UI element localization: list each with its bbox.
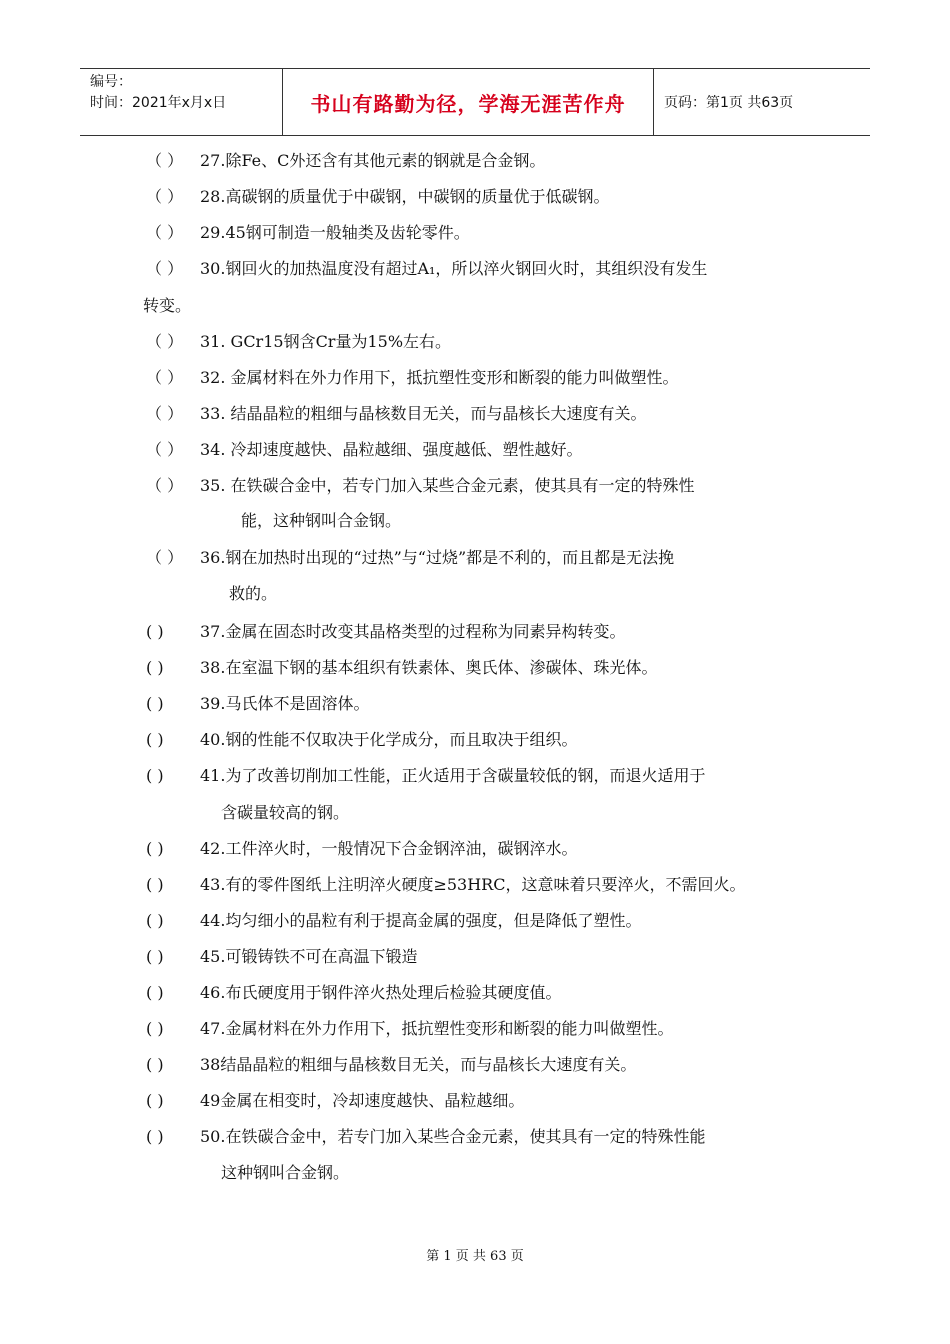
question-item [146, 548, 674, 568]
question-item [146, 440, 583, 460]
question-text: 32. 金属材料在外力作用下，抵抗塑性变形和断裂的能力叫做塑性。 [200, 368, 679, 387]
answer-blank: ( ) [146, 694, 164, 713]
question-text: 31. GCr15钢含Cr量为15%左右。 [200, 332, 452, 351]
answer-blank: ( ) [146, 1091, 164, 1110]
question-text: 35. 在铁碳合金中，若专门加入某些合金元素，使其具有一定的特殊性 [200, 476, 695, 495]
question-text: 38.在室温下钢的基本组织有铁素体、奥氏体、渗碳体、珠光体。 [200, 658, 658, 677]
question-item [146, 332, 451, 352]
question-text: 44.均匀细小的晶粒有利于提高金属的强度，但是降低了塑性。 [200, 911, 642, 930]
answer-blank: （ ） [146, 259, 184, 278]
question-item [146, 223, 470, 243]
answer-blank: ( ) [146, 730, 164, 749]
question-item [146, 1055, 636, 1075]
question-item [146, 1019, 673, 1039]
question-text: 34. 冷却速度越快、晶粒越细、强度越低、塑性越好。 [200, 440, 583, 459]
question-text: 27.除Fe、C外还含有其他元素的钢就是合金钢。 [200, 151, 546, 170]
answer-blank: （ ） [146, 223, 184, 242]
answer-blank: ( ) [146, 658, 164, 677]
question-text: 42.工件淬火时，一般情况下合金钢淬油，碳钢淬水。 [200, 839, 578, 858]
question-item [146, 766, 705, 786]
question-item [146, 839, 577, 859]
answer-blank: ( ) [146, 947, 164, 966]
question-text: 38结晶晶粒的粗细与晶核数目无关，而与晶核长大速度有关。 [200, 1055, 637, 1074]
header-page-info: 页码：第1页 共63页 [664, 95, 794, 111]
page-header [80, 68, 870, 136]
question-item [146, 694, 369, 714]
question-text: 36.钢在加热时出现的“过热”与“过烧”都是不利的，而且都是无法挽 [200, 548, 675, 567]
answer-blank: （ ） [146, 404, 184, 423]
question-item [146, 187, 609, 207]
question-item [146, 259, 707, 279]
answer-blank: （ ） [146, 476, 184, 495]
answer-blank: （ ） [146, 151, 184, 170]
question-item [146, 911, 641, 931]
question-text: 37.金属在固态时改变其晶格类型的过程称为同素异构转变。 [200, 622, 626, 641]
question-item [146, 947, 417, 967]
question-text: 50.在铁碳合金中，若专门加入某些合金元素，使其具有一定的特殊性能 [200, 1127, 706, 1146]
motto-text: 书山有路勤为径，学海无涯苦作舟 [310, 91, 626, 116]
number-label: 编号： [90, 74, 132, 90]
time-label: 时间：2021年x月x日 [90, 95, 227, 111]
question-item [146, 1127, 705, 1147]
question-text: 49金属在相变时，冷却速度越快、晶粒越细。 [200, 1091, 525, 1110]
header-motto-cell [282, 69, 654, 135]
answer-blank: （ ） [146, 440, 184, 459]
answer-blank: （ ） [146, 368, 184, 387]
answer-blank: ( ) [146, 766, 164, 785]
answer-blank: ( ) [146, 622, 164, 641]
answer-blank: ( ) [146, 983, 164, 1002]
question-item [146, 368, 679, 388]
question-text: 47.金属材料在外力作用下，抵抗塑性变形和断裂的能力叫做塑性。 [200, 1019, 674, 1038]
answer-blank: （ ） [146, 187, 184, 206]
answer-blank: （ ） [146, 548, 184, 567]
question-text: 46.布氏硬度用于钢件淬火热处理后检验其硬度值。 [200, 983, 562, 1002]
question-continuation: 这种钢叫合金钢。 [221, 1163, 350, 1182]
answer-blank: ( ) [146, 1055, 164, 1074]
header-meta [80, 69, 282, 135]
question-item [146, 622, 625, 642]
question-item [146, 404, 647, 424]
question-text: 29.45钢可制造一般轴类及齿轮零件。 [200, 223, 470, 242]
page-footer: 第 1 页 共 63 页 [426, 1249, 524, 1264]
question-item [146, 983, 561, 1003]
question-text: 43.有的零件图纸上注明淬火硬度≥53HRC，这意味着只要淬火，不需回火。 [200, 875, 746, 894]
question-text: 33. 结晶晶粒的粗细与晶核数目无关，而与晶核长大速度有关。 [200, 404, 647, 423]
answer-blank: ( ) [146, 875, 164, 894]
question-text: 41.为了改善切削加工性能，正火适用于含碳量较低的钢，而退火适用于 [200, 766, 706, 785]
question-continuation: 转变。 [143, 296, 192, 315]
question-continuation: 救的。 [229, 584, 278, 603]
question-text: 40.钢的性能不仅取决于化学成分，而且取决于组织。 [200, 730, 578, 749]
question-item [146, 476, 695, 496]
question-item [146, 151, 545, 171]
question-item [146, 730, 577, 750]
answer-blank: ( ) [146, 911, 164, 930]
question-continuation: 含碳量较高的钢。 [221, 803, 350, 822]
question-item [146, 1091, 524, 1111]
answer-blank: ( ) [146, 839, 164, 858]
question-item [146, 875, 745, 895]
question-continuation: 能，这种钢叫合金钢。 [241, 511, 402, 530]
question-text: 30.钢回火的加热温度没有超过A₁，所以淬火钢回火时，其组织没有发生 [200, 259, 708, 278]
answer-blank: ( ) [146, 1127, 164, 1146]
question-text: 28.高碳钢的质量优于中碳钢，中碳钢的质量优于低碳钢。 [200, 187, 610, 206]
question-text: 45.可锻铸铁不可在高温下锻造 [200, 947, 418, 966]
answer-blank: ( ) [146, 1019, 164, 1038]
answer-blank: （ ） [146, 332, 184, 351]
question-item [146, 658, 657, 678]
question-text: 39.马氏体不是固溶体。 [200, 694, 370, 713]
